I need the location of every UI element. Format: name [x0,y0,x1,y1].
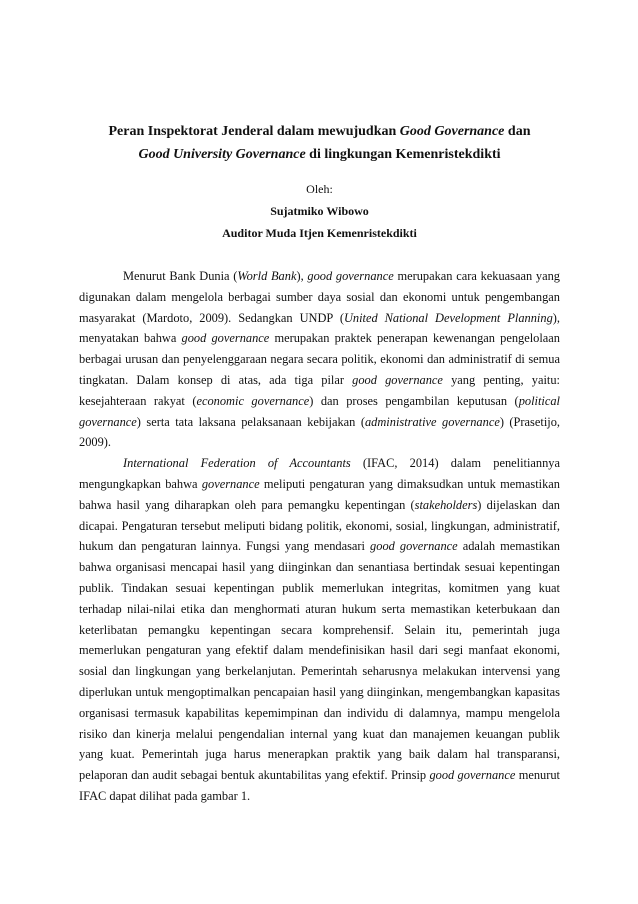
body-paragraph [79,266,560,453]
text-run: yang penting, yaitu: kesejahteraan rakyat ( [79,372,560,408]
italic-term: World Bank [237,269,297,283]
text-run: Menurut Bank Dunia ( [123,269,238,283]
text-run: ) serta tata laksana pelaksanaan kebijakan ( [136,414,365,429]
title-italic-good-university-governance: Good University Governance [138,147,306,162]
title-line-1: Peran Inspektorat Jenderal dalam mewujudkan Good Governance dan [108,124,531,139]
text-run: ) (Prasetijo, 2009). [79,414,561,450]
title-italic-good-governance: Good Governance [399,124,505,139]
document-page [79,120,560,807]
italic-term: good governance [307,269,394,283]
by-label: Oleh: [306,182,333,196]
italic-term: economic governance [196,393,310,408]
text-run: (IFAC, 2014) dalam penelitiannya mengungkapkan bahwa [79,456,560,491]
text-run: merupakan praktek penerapan kewenangan pengelolaan berbagai urusan dan penyelenggaraan negara secara politik, ekonomi dan administratif di semua tingkatan. Dalam konsep di atas, ada tiga pilar [79,331,560,387]
body-paragraph [79,453,560,807]
italic-term: good governance [370,539,458,554]
byline [79,178,560,244]
italic-term: International Federation of Accountants [123,456,351,471]
text-run: meliputi pengaturan yang dimaksudkan untuk memastikan bahwa hasil yang diharapkan oleh para pemangku kepentingan ( [79,476,560,512]
italic-term: administrative governance [364,414,500,429]
italic-term: good governance [429,768,516,783]
author-name: Sujatmiko Wibowo [270,204,369,218]
document-title [79,120,560,166]
text-run: merupakan cara kekuasaan yang digunakan dalam mengelola berbagai sumber daya sosial dan ekonomi untuk pengembangan masyarakat (Mardoto, 2009). Sedangkan UNDP ( [79,269,560,325]
italic-term: political governance [79,393,561,429]
italic-term: good governance [181,331,270,346]
text-run: ), menyatakan bahwa [79,310,560,346]
title-line-2: Good University Governance di lingkungan Kemenristekdikti [138,147,501,162]
text-run: ) dijelaskan dan dicapai. Pengaturan tersebut meliputi bidang politik, ekonomi, sosial, lingkungan, administratif, hukum dan pengaturan lainnya. Fungsi yang mendasari [79,497,560,554]
body-text [79,266,560,807]
italic-term: stakeholders [414,497,478,512]
italic-term: United National Development Planning [343,310,553,325]
text-run: menurut IFAC dapat dilihat pada gambar 1. [79,768,560,803]
italic-term: governance [201,476,260,491]
text-run: ), [296,269,308,283]
text-run: ) dan proses pengambilan keputusan ( [309,393,519,408]
author-role: Auditor Muda Itjen Kemenristekdikti [222,226,417,240]
italic-term: good governance [352,372,443,387]
text-run: adalah memastikan bahwa organisasi mencapai hasil yang diinginkan dan senantiasa bertindak sesuai kepentingan publik. Tindakan sesuai kepentingan publik memerlukan integritas, komitmen yang kuat terhadap nilai-nilai etika dan menghormati aturan hukum serta memastikan keterbukaan dan keterlibatan pemangku kepentingan secara komprehensif. Selain itu, pemerintah juga memerlukan pengaturan yang efektif dalam mendefinisikan hasil dari segi manfaat ekonomi, sosial dan lingkungan yang berkelanjutan. Pemerintah seharusnya melakukan intervensi yang diperlukan untuk mengoptimalkan pencapaian hasil yang diinginkan, mengembangkan kapasitas organisasi termasuk kapabilitas kepemimpinan dan individu di dalamnya, mampu mengelola risiko dan kinerja melalui pengendalian internal yang kuat dan manajemen keuangan publik yang kuat. Pemerintah juga harus menerapkan praktik yang baik dalam hal transparansi, pelaporan dan audit sebagai bentuk akuntabilitas yang efektif. Prinsip [79,539,560,783]
